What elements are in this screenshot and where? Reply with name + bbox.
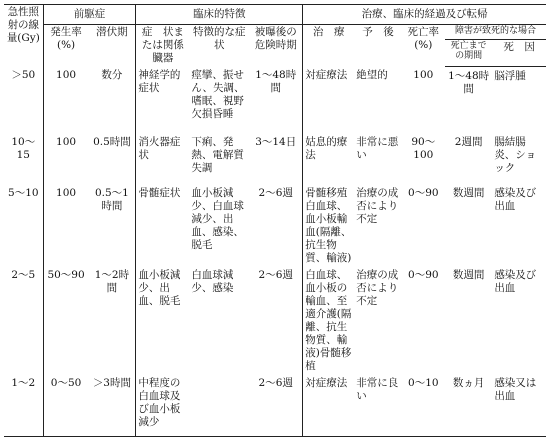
- cell-incidence: 100: [56, 69, 77, 81]
- cell-therapy: 対症療法: [305, 69, 348, 81]
- cell-time-to-death: 数週間: [452, 268, 485, 281]
- cell-risk-period: 2〜6週: [249, 266, 303, 374]
- cell-features: 血小板減少、白血球減少、出血、感染、脱毛: [191, 186, 244, 251]
- cell-therapy: 骨髄移殖白血球、血小板輸血(隔離、抗生物質、輸液): [305, 186, 352, 264]
- cell-mortality: 0〜90: [408, 268, 439, 281]
- cell-cause: 感染及び出血: [494, 186, 537, 212]
- cell-risk-period: 2〜6週: [249, 374, 303, 437]
- cell-dose: ＞50: [4, 66, 43, 133]
- cell-dose: 5〜10: [4, 184, 43, 266]
- cell-features: 痙攣、振せん、失調、嗜眠、視野欠損昏睡: [191, 69, 245, 120]
- cell-prognosis: 絶望的: [356, 69, 388, 81]
- cell-symptoms: 消火器症状: [138, 135, 181, 161]
- header-clinical: 臨床的特徴: [136, 5, 303, 25]
- header-cause: 死 因: [492, 39, 546, 66]
- cell-cause: 感染及び出血: [494, 268, 537, 294]
- table-row: [4, 66, 546, 133]
- cell-mortality: 0〜10: [402, 374, 445, 437]
- cell-features: [189, 374, 249, 437]
- cell-symptoms: 骨髄症状: [138, 186, 181, 199]
- cell-cause: 感染又は出血: [492, 374, 546, 437]
- header-treatment: 治療、臨床的経過及び転帰: [303, 5, 546, 25]
- cell-therapy: 対症療法: [303, 374, 355, 437]
- cell-latency: 0.5〜1時間: [88, 184, 135, 266]
- cell-cause: 腸結腸炎、ショック: [494, 135, 537, 174]
- cell-mortality: 0〜90: [408, 186, 439, 199]
- cell-time-to-death: 2週間: [454, 135, 483, 148]
- cell-features: 下痢、発熱、電解質失調: [191, 135, 244, 174]
- header-symptoms: 症 状または関係臓器: [141, 26, 184, 64]
- cell-risk-period: 1〜48時間: [249, 66, 303, 133]
- cell-latency: 0.5時間: [88, 133, 135, 184]
- cell-risk-period: 3〜14日: [249, 133, 303, 184]
- cell-latency: 数分: [88, 66, 135, 133]
- header-latency: 潜伏期: [88, 25, 135, 67]
- header-incidence: 発生率(%): [50, 26, 82, 51]
- cell-symptoms: 血小板減少、出血、脱毛: [138, 268, 181, 307]
- header-fatal-group: 障害が致死的な場合: [445, 25, 546, 40]
- cell-dose: 10〜15: [4, 133, 43, 184]
- cell-dose: 1〜2: [4, 374, 43, 437]
- header-mortality: 死亡率(%): [407, 26, 440, 51]
- cell-symptoms: 中程度の白血球及び血小板減少: [136, 374, 190, 437]
- cell-mortality: 90〜100: [411, 135, 436, 161]
- cell-symptoms: 神経学的症状: [138, 69, 181, 94]
- cell-prognosis: 非常に良い: [354, 374, 401, 437]
- cell-incidence: 100: [56, 186, 77, 199]
- header-dose: 急性照射の線量(Gy): [4, 5, 43, 67]
- cell-features: 白血球減少、感染: [191, 268, 234, 294]
- cell-latency: 1〜2時間: [88, 266, 135, 374]
- radiation-syndrome-table: [4, 4, 546, 437]
- header-risk-period: 被曝後の危険時期: [249, 25, 303, 67]
- table-row: [4, 374, 546, 437]
- cell-incidence: 50〜90: [47, 268, 85, 281]
- header-time-to-death: 死亡までの期間: [445, 39, 492, 66]
- cell-latency: ＞3時間: [88, 374, 135, 437]
- cell-prognosis: 治療の成否により不定: [356, 268, 399, 307]
- header-features: 特徴的な症状: [193, 26, 246, 51]
- cell-time-to-death: 数週間: [452, 186, 485, 199]
- cell-dose: 2〜5: [4, 266, 43, 374]
- cell-mortality: 100: [413, 69, 434, 81]
- header-therapy: 治 療: [313, 26, 345, 38]
- cell-prognosis: 治療の成否により不定: [356, 186, 399, 225]
- header-prognosis: 予 後: [362, 26, 394, 38]
- cell-prognosis: 非常に悪い: [356, 135, 399, 161]
- cell-time-to-death: 数ヵ月: [445, 374, 492, 437]
- cell-therapy: 姑息的療法: [305, 135, 348, 161]
- cell-time-to-death: 1〜48時間: [448, 69, 490, 95]
- table-row: [4, 266, 546, 374]
- table-row: [4, 133, 546, 184]
- cell-incidence: 100: [56, 135, 77, 148]
- table-row: [4, 184, 546, 266]
- cell-risk-period: 2〜6週: [249, 184, 303, 266]
- cell-incidence: 0〜50: [43, 374, 88, 437]
- cell-cause: 脳浮腫: [494, 69, 526, 82]
- cell-therapy: 白血球、血小板の輸血、至適介護(隔離、抗生物質、輸液)骨髄移植: [305, 268, 352, 372]
- header-prodrome: 前駆症: [43, 5, 136, 25]
